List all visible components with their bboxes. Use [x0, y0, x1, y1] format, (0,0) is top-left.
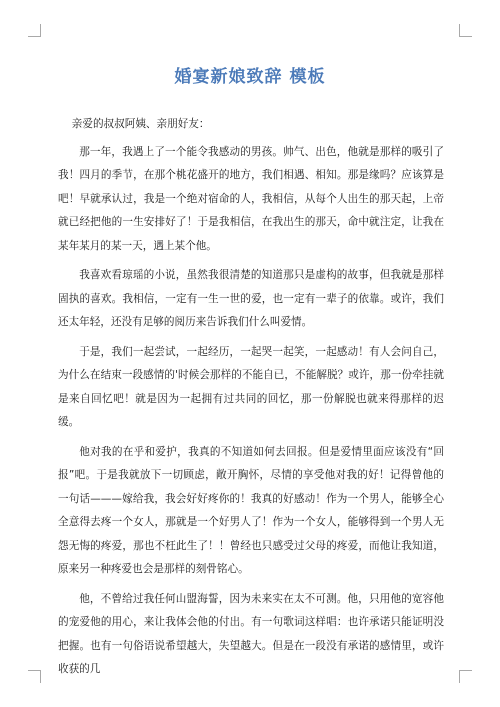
- document-body: [58, 113, 444, 688]
- crop-mark-bottom-left: [28, 670, 41, 683]
- body-paragraph: 他，不曾给过我任何山盟海誓，因为未来实在太不可测。他，只用他的宽容他的宠爱他的用心，来让我体会他的付出。有一句歌词这样唱：也许承诺只能证明没把握。也有一句俗语说希望越大，失望越大。但是在一段没有承诺的感情里，或许收获的几: [58, 592, 444, 675]
- body-paragraph: 那一年，我遇上了一个能令我感动的男孩。帅气、出色，他就是那样的吸引了我！四月的季节，在那个桃花盛开的地方，我们相遇、相知。那是缘吗？应该算是吧！早就承认过，我是一个绝对宿命的人，我相信，从每个人出生的那天起，上帝就已经把他的一生安排好了！于是我相信，在我出生的那天，命中就注定，让我在某年某月的某一天，遇上某个他。: [58, 145, 444, 252]
- document-title: 婚宴新娘致辞 模板: [174, 67, 326, 87]
- greeting-line: 亲爱的叔叔阿姨、亲朋好友：: [71, 118, 210, 130]
- body-paragraph: 我喜欢看琼瑶的小说，虽然我很清楚的知道那只是虚构的故事，但我就是那样固执的喜欢。我相信，一定有一生一世的爱，也一定有一辈子的依靠。或许，我们还太年轻，还没有足够的阅历来告诉我们什么叫爱情。: [58, 269, 444, 328]
- crop-mark-top-right: [459, 24, 472, 37]
- body-paragraph: 于是，我们一起尝试，一起经历，一起哭一起笑，一起感动！有人会问自己，为什么在结束一段感情的'时候会那样的不能自已，不能解脱？或许，那一份牵挂就是来自回忆吧！就是因为一起拥有过共同的回忆，那一份解脱也就来得那样的迟缓。: [58, 345, 444, 428]
- body-paragraph: 他对我的在乎和爱护，我真的不知道如何去回报。但是爱情里面应该没有“回报”吧。于是我就放下一切顾虑，敞开胸怀，尽情的享受他对我的好！记得曾他的一句话———嫁给我，我会好好疼你的！我真的好感动！作为一个男人，能够全心全意得去疼一个女人，那就是一个好男人了！作为一个女人，能够得到一个男人无怨无悔的疼爱，那也不枉此生了！！曾经也只感受过父母的疼爱，而他让我知道，原来另一种疼爱也会是那样的刻骨铭心。: [58, 445, 444, 575]
- crop-mark-top-left: [28, 24, 41, 37]
- crop-mark-bottom-right: [459, 670, 472, 683]
